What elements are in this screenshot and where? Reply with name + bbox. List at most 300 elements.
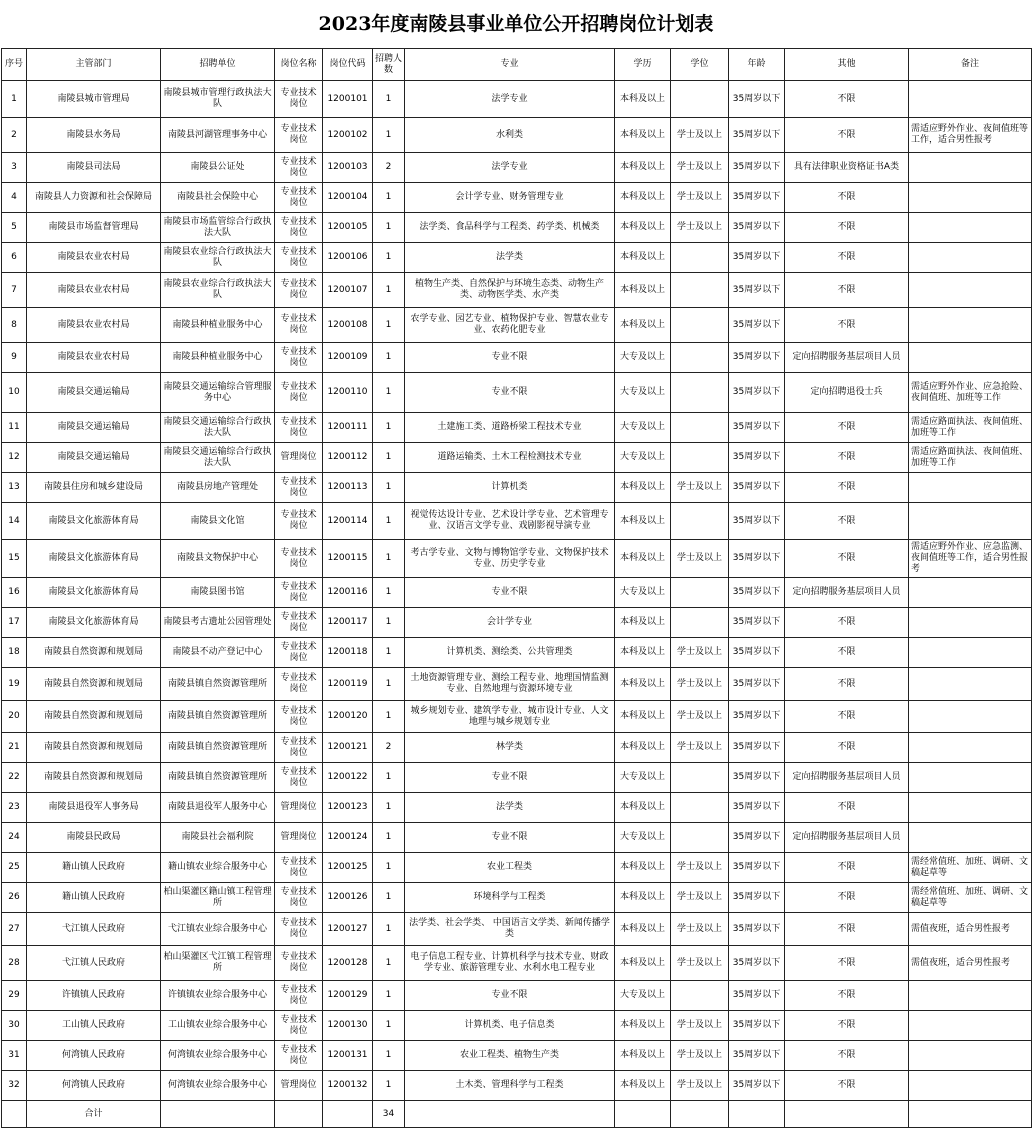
col-other-cell: 不限: [785, 638, 909, 668]
col-degree-cell: [671, 243, 729, 273]
col-position-name-cell: 专业技术岗位: [275, 213, 323, 243]
col-position-name-cell: 专业技术岗位: [275, 118, 323, 153]
col-other-cell: 不限: [785, 608, 909, 638]
col-remark-cell: [909, 473, 1032, 503]
col-employer-cell: 南陵县交通运输综合行政执法大队: [161, 413, 275, 443]
col-age-cell: 35周岁以下: [729, 1011, 785, 1041]
col-seq-cell: 24: [2, 823, 27, 853]
col-degree-cell: [671, 373, 729, 413]
col-other-cell: 定向招聘退役士兵: [785, 373, 909, 413]
col-position-code-cell: 1200110: [323, 373, 373, 413]
col-remark-cell: [909, 81, 1032, 118]
col-degree-cell: 学士及以上: [671, 473, 729, 503]
col-department-cell: 南陵县交通运输局: [27, 443, 161, 473]
col-department-cell: 南陵县民政局: [27, 823, 161, 853]
col-education-cell: 本科及以上: [615, 946, 671, 981]
col-headcount-cell: 1: [373, 213, 405, 243]
col-position-code-cell: 1200105: [323, 213, 373, 243]
col-headcount-cell: 1: [373, 373, 405, 413]
col-age-cell: 35周岁以下: [729, 540, 785, 578]
col-employer-cell: 南陵县市场监管综合行政执法大队: [161, 213, 275, 243]
col-education-cell: 大专及以上: [615, 343, 671, 373]
col-age-cell: 35周岁以下: [729, 373, 785, 413]
col-remark-cell: 需适应路面执法、夜间值班、加班等工作: [909, 413, 1032, 443]
col-other-cell: 定向招聘服务基层项目人员: [785, 578, 909, 608]
col-position-name-cell: 专业技术岗位: [275, 701, 323, 733]
col-headcount-cell: 1: [373, 443, 405, 473]
col-remark-cell: [909, 273, 1032, 308]
col-major-cell: 水利类: [405, 118, 615, 153]
col-seq-cell: 23: [2, 793, 27, 823]
col-employer-cell: 工山镇农业综合服务中心: [161, 1011, 275, 1041]
col-department-cell: 何湾镇人民政府: [27, 1041, 161, 1071]
col-employer-cell: 南陵县文物保护中心: [161, 540, 275, 578]
col-age-cell: 35周岁以下: [729, 883, 785, 913]
col-education-cell: 本科及以上: [615, 213, 671, 243]
col-headcount-cell: 1: [373, 1041, 405, 1071]
col-other-cell: 不限: [785, 1011, 909, 1041]
col-degree-cell: 学士及以上: [671, 853, 729, 883]
col-headcount-cell: 1: [373, 981, 405, 1011]
col-department-cell: 南陵县农业农村局: [27, 273, 161, 308]
table-row: [2, 608, 1032, 638]
col-seq-cell: 11: [2, 413, 27, 443]
col-other-cell: 不限: [785, 413, 909, 443]
col-seq-cell: 15: [2, 540, 27, 578]
col-department-cell: 南陵县文化旅游体育局: [27, 608, 161, 638]
col-degree-cell: [671, 443, 729, 473]
table-row: [2, 981, 1032, 1011]
col-age-cell: 35周岁以下: [729, 443, 785, 473]
page-title: 2023年度南陵县事业单位公开招聘岗位计划表: [318, 13, 714, 35]
col-position-code-cell: 1200114: [323, 503, 373, 540]
table-row: [2, 81, 1032, 118]
col-headcount-cell: 1: [373, 883, 405, 913]
col-age-cell: 35周岁以下: [729, 243, 785, 273]
col-other-header: 其他: [785, 49, 909, 81]
col-other-cell: 不限: [785, 443, 909, 473]
col-other-cell: 不限: [785, 853, 909, 883]
col-remark-cell: 需经常值班、加班、调研、文稿起草等: [909, 883, 1032, 913]
col-age-cell: 35周岁以下: [729, 273, 785, 308]
col-department-cell: 南陵县自然资源和规划局: [27, 763, 161, 793]
col-remark-cell: [909, 608, 1032, 638]
col-position-name-cell: 专业技术岗位: [275, 608, 323, 638]
col-degree-cell: 学士及以上: [671, 213, 729, 243]
table-row: [2, 540, 1032, 578]
col-position-code-cell: 1200124: [323, 823, 373, 853]
col-position-name-cell: 专业技术岗位: [275, 763, 323, 793]
table-row: [2, 701, 1032, 733]
col-education-cell: 大专及以上: [615, 763, 671, 793]
col-other-cell: 不限: [785, 473, 909, 503]
col-other-cell: 定向招聘服务基层项目人员: [785, 823, 909, 853]
col-age-cell: 35周岁以下: [729, 153, 785, 183]
col-headcount-cell: 1: [373, 578, 405, 608]
col-position-name-cell: 专业技术岗位: [275, 153, 323, 183]
col-employer-cell: 南陵县社会保险中心: [161, 183, 275, 213]
col-employer-cell: 许镇镇农业综合服务中心: [161, 981, 275, 1011]
table-row: [2, 578, 1032, 608]
col-position-code-cell: 1200125: [323, 853, 373, 883]
col-degree-header: 学位: [671, 49, 729, 81]
col-age-cell: 35周岁以下: [729, 343, 785, 373]
col-position-code-cell: 1200120: [323, 701, 373, 733]
col-seq-cell: 25: [2, 853, 27, 883]
col-remark-cell: 需经常值班、加班、调研、文稿起草等: [909, 853, 1032, 883]
col-department-cell: 南陵县人力资源和社会保障局: [27, 183, 161, 213]
total-count: 34: [373, 1101, 405, 1128]
col-degree-cell: 学士及以上: [671, 540, 729, 578]
col-department-cell: 南陵县交通运输局: [27, 373, 161, 413]
col-headcount-cell: 1: [373, 668, 405, 701]
col-department-cell: 南陵县农业农村局: [27, 243, 161, 273]
col-age-cell: 35周岁以下: [729, 913, 785, 946]
col-department-cell: 弋江镇人民政府: [27, 946, 161, 981]
col-other-cell: 不限: [785, 793, 909, 823]
col-remark-cell: [909, 578, 1032, 608]
col-degree-cell: 学士及以上: [671, 1011, 729, 1041]
col-position-name-cell: 专业技术岗位: [275, 243, 323, 273]
col-education-cell: 大专及以上: [615, 413, 671, 443]
col-seq-cell: 3: [2, 153, 27, 183]
col-seq-cell: 2: [2, 118, 27, 153]
col-major-cell: 会计学专业: [405, 608, 615, 638]
col-seq-cell: 7: [2, 273, 27, 308]
col-other-cell: 不限: [785, 183, 909, 213]
col-age-header: 年龄: [729, 49, 785, 81]
col-seq-cell: 22: [2, 763, 27, 793]
table-row: [2, 1071, 1032, 1101]
col-department-cell: 何湾镇人民政府: [27, 1071, 161, 1101]
col-position-code-cell: 1200108: [323, 308, 373, 343]
col-department-cell: 籍山镇人民政府: [27, 853, 161, 883]
col-position-name-cell: 专业技术岗位: [275, 473, 323, 503]
col-major-cell: 土木类、管理科学与工程类: [405, 1071, 615, 1101]
col-position-code-cell: 1200116: [323, 578, 373, 608]
col-position-code-cell: 1200106: [323, 243, 373, 273]
col-employer-cell: 南陵县图书馆: [161, 578, 275, 608]
col-headcount-header: 招聘人数: [373, 49, 405, 81]
col-headcount-cell: 1: [373, 946, 405, 981]
col-employer-cell: 南陵县镇自然资源管理所: [161, 733, 275, 763]
col-position-code-cell: 1200104: [323, 183, 373, 213]
col-other-cell: 定向招聘服务基层项目人员: [785, 763, 909, 793]
col-position-name-cell: 专业技术岗位: [275, 413, 323, 443]
col-degree-cell: 学士及以上: [671, 946, 729, 981]
col-headcount-cell: 1: [373, 913, 405, 946]
col-age-cell: 35周岁以下: [729, 668, 785, 701]
col-headcount-cell: 1: [373, 763, 405, 793]
col-position-code-cell: 1200117: [323, 608, 373, 638]
col-employer-cell: 南陵县城市管理行政执法大队: [161, 81, 275, 118]
col-education-cell: 本科及以上: [615, 701, 671, 733]
col-department-cell: 南陵县文化旅游体育局: [27, 540, 161, 578]
col-degree-cell: 学士及以上: [671, 183, 729, 213]
col-position-code-cell: 1200128: [323, 946, 373, 981]
col-education-cell: 本科及以上: [615, 540, 671, 578]
col-major-cell: 计算机类: [405, 473, 615, 503]
col-age-cell: 35周岁以下: [729, 733, 785, 763]
col-education-cell: 本科及以上: [615, 273, 671, 308]
col-age-cell: 35周岁以下: [729, 946, 785, 981]
col-headcount-cell: 1: [373, 273, 405, 308]
col-department-cell: 南陵县住房和城乡建设局: [27, 473, 161, 503]
col-position-name-cell: 专业技术岗位: [275, 883, 323, 913]
col-other-cell: 不限: [785, 883, 909, 913]
col-employer-cell: 南陵县交通运输综合管理服务中心: [161, 373, 275, 413]
table-row: [2, 638, 1032, 668]
col-remark-cell: 需值夜班，适合男性报考: [909, 946, 1032, 981]
col-department-cell: 籍山镇人民政府: [27, 883, 161, 913]
col-remark-cell: [909, 1011, 1032, 1041]
col-headcount-cell: 2: [373, 733, 405, 763]
col-department-cell: 南陵县市场监督管理局: [27, 213, 161, 243]
col-major-cell: 专业不限: [405, 343, 615, 373]
col-seq-cell: 10: [2, 373, 27, 413]
col-major-cell: 法学类、社会学类、 中国语言文学类、新闻传播学类: [405, 913, 615, 946]
col-headcount-cell: 1: [373, 608, 405, 638]
col-employer-cell: 南陵县种植业服务中心: [161, 308, 275, 343]
col-position-code-cell: 1200103: [323, 153, 373, 183]
col-position-name-cell: 专业技术岗位: [275, 308, 323, 343]
col-education-cell: 本科及以上: [615, 1011, 671, 1041]
col-department-cell: 南陵县自然资源和规划局: [27, 701, 161, 733]
col-remark-cell: [909, 343, 1032, 373]
col-position-name-cell: 专业技术岗位: [275, 913, 323, 946]
col-position-name-header: 岗位名称: [275, 49, 323, 81]
col-other-cell: 不限: [785, 701, 909, 733]
col-headcount-cell: 1: [373, 183, 405, 213]
col-position-code-cell: 1200109: [323, 343, 373, 373]
col-degree-cell: 学士及以上: [671, 118, 729, 153]
col-department-cell: 工山镇人民政府: [27, 1011, 161, 1041]
col-major-cell: 视觉传达设计专业、艺术设计学专业、艺术管理专业、汉语言文学专业、戏剧影视导演专业: [405, 503, 615, 540]
col-education-cell: 大专及以上: [615, 823, 671, 853]
table-row: [2, 503, 1032, 540]
table-row: [2, 1011, 1032, 1041]
col-seq-header: 序号: [2, 49, 27, 81]
col-remark-cell: [909, 638, 1032, 668]
col-employer-cell: 南陵县文化馆: [161, 503, 275, 540]
col-major-cell: 植物生产类、自然保护与环境生态类、动物生产类、动物医学类、水产类: [405, 273, 615, 308]
col-age-cell: 35周岁以下: [729, 118, 785, 153]
col-education-cell: 本科及以上: [615, 473, 671, 503]
col-other-cell: 不限: [785, 733, 909, 763]
col-department-cell: 南陵县城市管理局: [27, 81, 161, 118]
col-headcount-cell: 2: [373, 153, 405, 183]
col-position-name-cell: 专业技术岗位: [275, 1011, 323, 1041]
col-position-name-cell: 专业技术岗位: [275, 638, 323, 668]
col-major-cell: 法学类、食品科学与工程类、药学类、机械类: [405, 213, 615, 243]
col-seq-cell: 29: [2, 981, 27, 1011]
col-degree-cell: 学士及以上: [671, 153, 729, 183]
col-education-cell: 大专及以上: [615, 578, 671, 608]
col-age-cell: 35周岁以下: [729, 608, 785, 638]
col-position-code-cell: 1200113: [323, 473, 373, 503]
col-major-cell: 计算机类、电子信息类: [405, 1011, 615, 1041]
col-other-cell: 不限: [785, 1071, 909, 1101]
col-other-cell: 不限: [785, 213, 909, 243]
table-row: [2, 183, 1032, 213]
col-seq-cell: 13: [2, 473, 27, 503]
col-position-name-cell: 专业技术岗位: [275, 1041, 323, 1071]
col-degree-cell: [671, 578, 729, 608]
col-position-name-cell: 专业技术岗位: [275, 503, 323, 540]
col-department-cell: 南陵县自然资源和规划局: [27, 668, 161, 701]
table-row: [2, 733, 1032, 763]
col-education-cell: 本科及以上: [615, 638, 671, 668]
col-major-cell: 道路运输类、土木工程检测技术专业: [405, 443, 615, 473]
col-position-name-cell: 专业技术岗位: [275, 853, 323, 883]
col-headcount-cell: 1: [373, 343, 405, 373]
table-row: [2, 413, 1032, 443]
col-seq-cell: 6: [2, 243, 27, 273]
table-row: [2, 308, 1032, 343]
col-employer-cell: 南陵县镇自然资源管理所: [161, 668, 275, 701]
col-degree-cell: [671, 503, 729, 540]
table-row: [2, 913, 1032, 946]
col-seq-cell: 30: [2, 1011, 27, 1041]
col-degree-cell: [671, 763, 729, 793]
col-degree-cell: [671, 823, 729, 853]
table-row: [2, 823, 1032, 853]
col-major-cell: 法学专业: [405, 81, 615, 118]
col-seq-cell: 32: [2, 1071, 27, 1101]
col-remark-cell: [909, 823, 1032, 853]
table-row: [2, 118, 1032, 153]
col-employer-cell: 南陵县退役军人服务中心: [161, 793, 275, 823]
col-education-cell: 本科及以上: [615, 503, 671, 540]
col-degree-cell: 学士及以上: [671, 883, 729, 913]
col-position-code-cell: 1200121: [323, 733, 373, 763]
col-remark-cell: [909, 153, 1032, 183]
col-position-code-cell: 1200118: [323, 638, 373, 668]
col-employer-cell: 籍山镇农业综合服务中心: [161, 853, 275, 883]
col-remark-cell: [909, 1041, 1032, 1071]
col-position-name-cell: 管理岗位: [275, 1071, 323, 1101]
table-row: [2, 668, 1032, 701]
col-department-cell: 南陵县农业农村局: [27, 343, 161, 373]
table-row: [2, 883, 1032, 913]
col-position-name-cell: 专业技术岗位: [275, 273, 323, 308]
col-department-header: 主管部门: [27, 49, 161, 81]
col-major-cell: 法学类: [405, 793, 615, 823]
col-seq-cell: 21: [2, 733, 27, 763]
col-age-cell: 35周岁以下: [729, 853, 785, 883]
col-remark-cell: [909, 183, 1032, 213]
table-row: [2, 473, 1032, 503]
col-department-cell: 南陵县文化旅游体育局: [27, 578, 161, 608]
col-age-cell: 35周岁以下: [729, 81, 785, 118]
col-position-name-cell: 专业技术岗位: [275, 946, 323, 981]
col-education-cell: 本科及以上: [615, 81, 671, 118]
col-education-cell: 大专及以上: [615, 373, 671, 413]
col-employer-cell: 南陵县房地产管理处: [161, 473, 275, 503]
col-other-cell: 不限: [785, 1041, 909, 1071]
col-degree-cell: 学士及以上: [671, 1041, 729, 1071]
col-seq-cell: 12: [2, 443, 27, 473]
table-row: [2, 853, 1032, 883]
col-seq-cell: 18: [2, 638, 27, 668]
col-remark-cell: 需适应野外作业、应急抢险、夜间值班、加班等工作: [909, 373, 1032, 413]
col-age-cell: 35周岁以下: [729, 308, 785, 343]
col-age-cell: 35周岁以下: [729, 413, 785, 443]
col-remark-cell: [909, 733, 1032, 763]
col-position-name-cell: 专业技术岗位: [275, 183, 323, 213]
col-department-cell: 南陵县自然资源和规划局: [27, 638, 161, 668]
col-remark-cell: [909, 763, 1032, 793]
col-headcount-cell: 1: [373, 540, 405, 578]
col-department-cell: 南陵县退役军人事务局: [27, 793, 161, 823]
col-major-cell: 土地资源管理专业、测绘工程专业、地理国情监测专业、自然地理与资源环境专业: [405, 668, 615, 701]
col-degree-cell: 学士及以上: [671, 1071, 729, 1101]
col-education-cell: 本科及以上: [615, 608, 671, 638]
col-degree-cell: [671, 793, 729, 823]
col-other-cell: 不限: [785, 540, 909, 578]
table-row: [2, 243, 1032, 273]
col-remark-header: 备注: [909, 49, 1032, 81]
col-major-cell: 专业不限: [405, 823, 615, 853]
col-department-cell: 南陵县农业农村局: [27, 308, 161, 343]
col-degree-cell: 学士及以上: [671, 668, 729, 701]
table-row: [2, 343, 1032, 373]
col-seq-cell: 14: [2, 503, 27, 540]
col-education-cell: 本科及以上: [615, 118, 671, 153]
col-age-cell: 35周岁以下: [729, 793, 785, 823]
table-row: [2, 153, 1032, 183]
col-other-cell: 不限: [785, 668, 909, 701]
col-seq-cell: 20: [2, 701, 27, 733]
table-row: [2, 793, 1032, 823]
col-headcount-cell: 1: [373, 308, 405, 343]
col-remark-cell: 需适应路面执法、夜间值班、加班等工作: [909, 443, 1032, 473]
col-major-cell: 计算机类、测绘类、公共管理类: [405, 638, 615, 668]
col-department-cell: 南陵县交通运输局: [27, 413, 161, 443]
col-major-cell: 农学专业、园艺专业、植物保护专业、智慧农业专业、农药化肥专业: [405, 308, 615, 343]
col-seq-cell: 27: [2, 913, 27, 946]
col-major-cell: 专业不限: [405, 373, 615, 413]
col-remark-cell: [909, 308, 1032, 343]
col-department-cell: 许镇镇人民政府: [27, 981, 161, 1011]
col-remark-cell: [909, 503, 1032, 540]
col-other-cell: 不限: [785, 308, 909, 343]
col-other-cell: 不限: [785, 946, 909, 981]
col-headcount-cell: 1: [373, 638, 405, 668]
col-major-cell: 城乡规划专业、建筑学专业、城市设计专业、人文地理与城乡规划专业: [405, 701, 615, 733]
col-other-cell: 不限: [785, 273, 909, 308]
col-education-cell: 本科及以上: [615, 308, 671, 343]
col-degree-cell: [671, 343, 729, 373]
col-position-name-cell: 专业技术岗位: [275, 373, 323, 413]
col-department-cell: 南陵县水务局: [27, 118, 161, 153]
table-row: [2, 946, 1032, 981]
col-position-code-cell: 1200132: [323, 1071, 373, 1101]
col-remark-cell: 需值夜班，适合男性报考: [909, 913, 1032, 946]
col-degree-cell: [671, 981, 729, 1011]
col-employer-cell: 南陵县考古遗址公园管理处: [161, 608, 275, 638]
col-employer-cell: 南陵县农业综合行政执法大队: [161, 273, 275, 308]
col-seq-cell: 26: [2, 883, 27, 913]
col-position-name-cell: 专业技术岗位: [275, 343, 323, 373]
col-major-cell: 专业不限: [405, 578, 615, 608]
col-seq-cell: 31: [2, 1041, 27, 1071]
col-education-cell: 大专及以上: [615, 981, 671, 1011]
col-education-cell: 本科及以上: [615, 1041, 671, 1071]
col-position-name-cell: 管理岗位: [275, 823, 323, 853]
col-major-cell: 农业工程类、植物生产类: [405, 1041, 615, 1071]
col-degree-cell: 学士及以上: [671, 733, 729, 763]
